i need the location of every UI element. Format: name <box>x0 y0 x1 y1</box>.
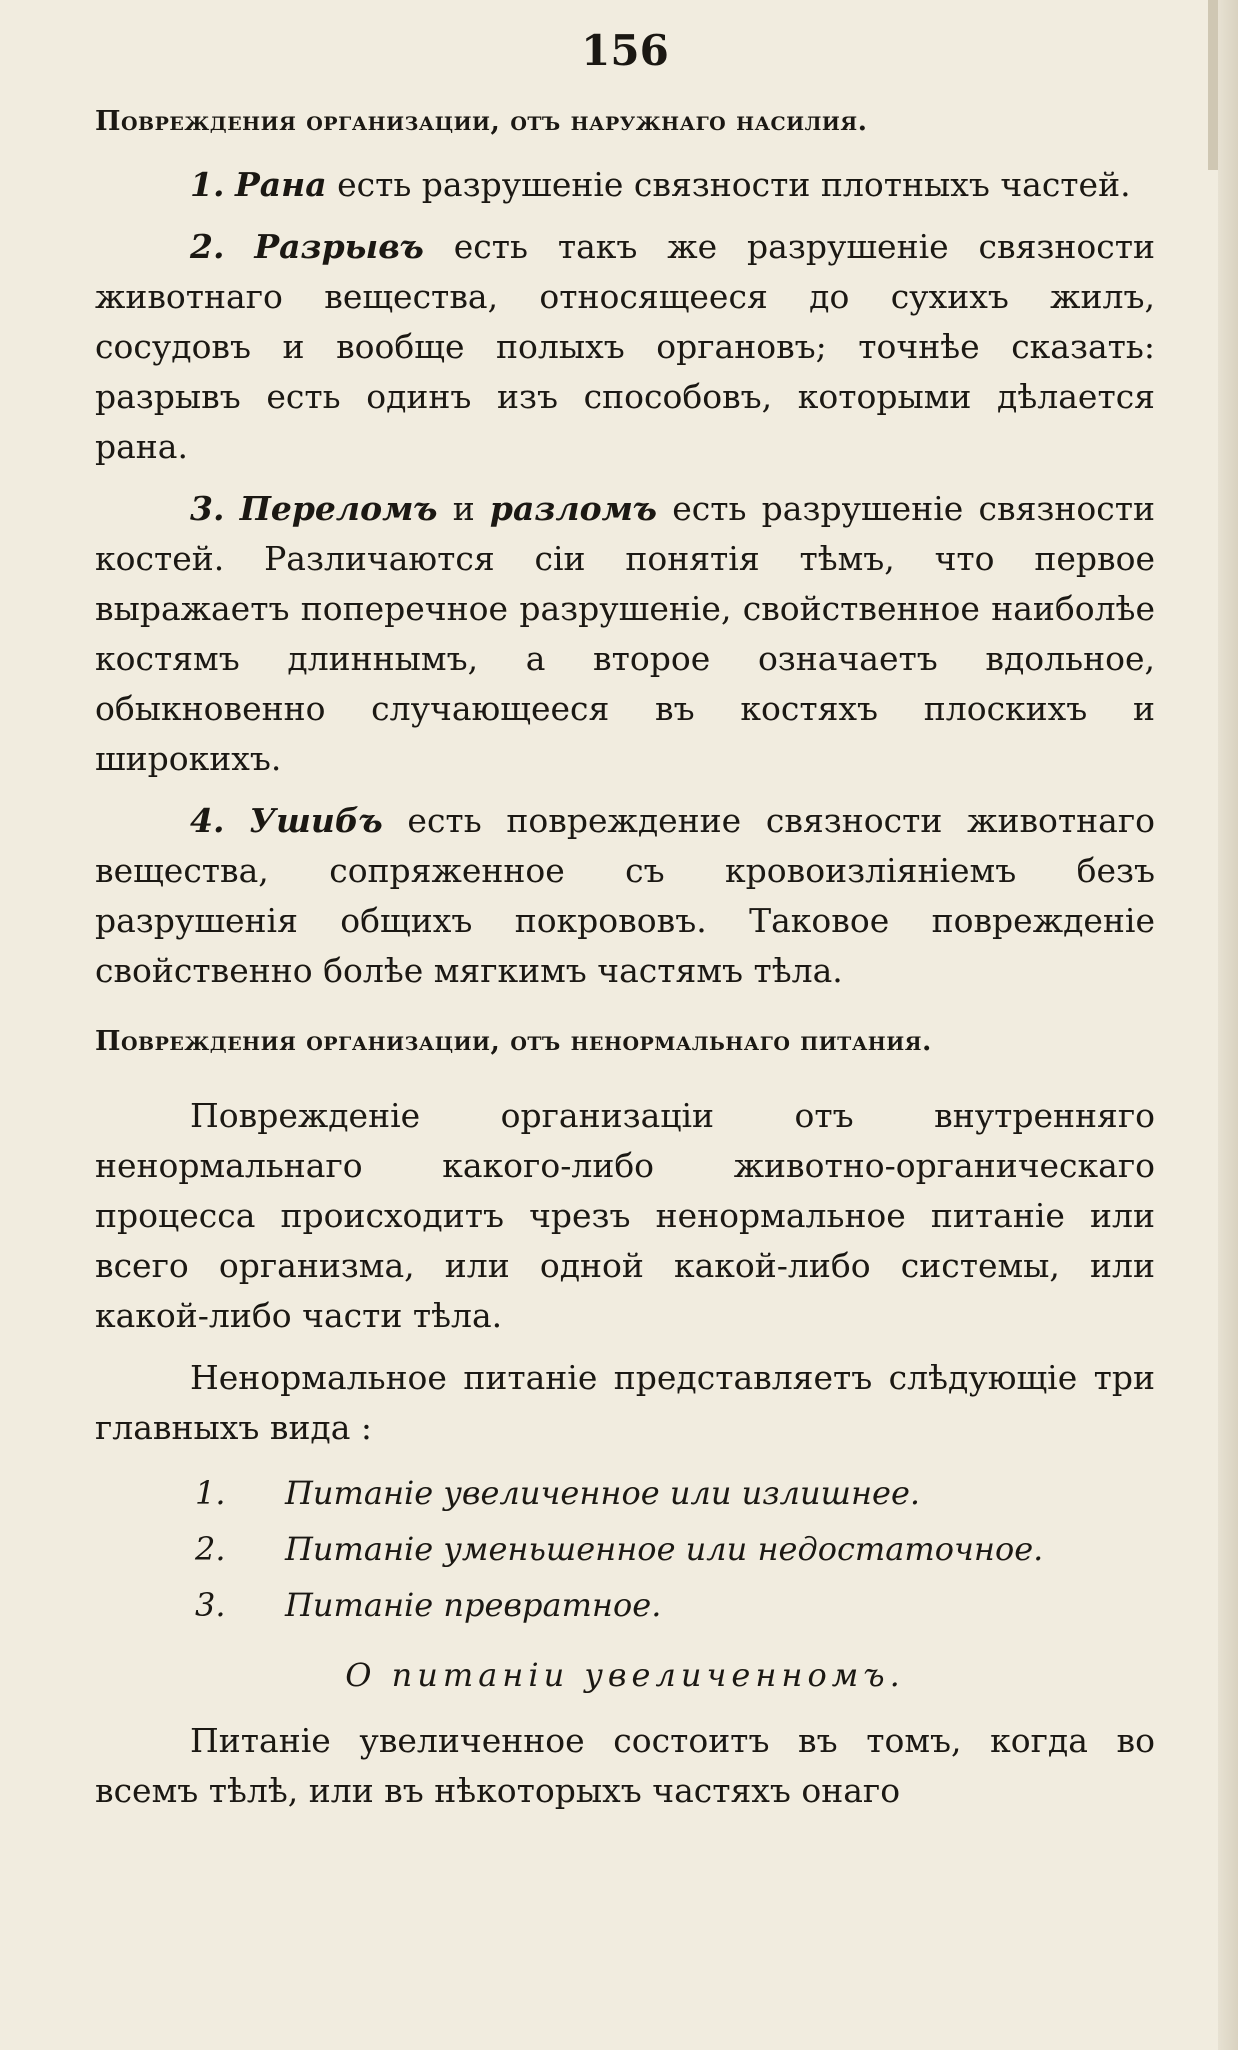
item-number: 1. <box>190 165 225 205</box>
paragraph-fracture <box>95 484 1155 784</box>
item-number: 4. <box>190 801 225 841</box>
paragraph-nutrition-types: Ненормальное питаніе представляетъ слѣдующіе три главныхъ вида : <box>95 1357 1155 1447</box>
paragraph-bruise <box>95 796 1155 996</box>
list-item: 1. Питаніе увеличенное или излишнее. <box>195 1473 921 1512</box>
paragraph-nutrition-intro: Поврежденіе организаціи отъ внутренняго ненормальнаго какого-либо животно-органическаго процесса происходитъ чрезъ ненормальное питаніе или всего организма, или одной какой-либо системы, или какой-либо части тѣла. <box>95 1095 1155 1335</box>
paragraph-wound <box>95 160 1155 210</box>
term-fracture: Переломъ <box>239 489 438 529</box>
term-wound: Рана <box>234 165 327 205</box>
section-heading-external-violence: Повреждения организации, отъ наружнаго насилия. <box>95 106 868 137</box>
paragraph-increased-nutrition: Питаніе увеличенное состоитъ въ томъ, когда во всемъ тѣлѣ, или въ нѣкоторыхъ частяхъ онаго <box>95 1721 1155 1811</box>
definition-wound: есть разрушеніе связности плотныхъ частей. <box>326 165 1131 205</box>
section-heading-abnormal-nutrition: Повреждения организации, отъ ненормальнаго питания. <box>95 1026 932 1058</box>
definition-bruise: есть повреждение связности животнаго вещества, сопряженное съ кровоизліяніемъ безъ разрушенія общихъ покрововъ. Таковое поврежденіе свойственно болѣе мягкимъ частямъ тѣла. <box>95 801 1155 991</box>
term-bruise: Ушибъ <box>249 801 383 841</box>
book-page <box>95 26 1155 1828</box>
paragraph-rupture <box>95 222 1155 472</box>
item-number: 3. <box>190 489 225 529</box>
list-item: 2. Питаніе уменьшенное или недостаточное. <box>195 1529 1044 1568</box>
list-item: 3. Питаніе превратное. <box>195 1585 662 1624</box>
subheading-increased-nutrition: О питаніи увеличенномъ. <box>345 1655 905 1694</box>
nutrition-types-list <box>95 1465 1155 1633</box>
term-break: разломъ <box>489 489 657 529</box>
definition-fracture: есть разрушеніе связности костей. Различаются сіи понятія тѣмъ, что первое выражаетъ поперечное разрушеніе, свойственное наиболѣе костямъ длиннымъ, а второе означаетъ вдольное, обыкновенно случающееся въ костяхъ плоскихъ и широкихъ. <box>95 489 1155 779</box>
definition-rupture: есть такъ же разрушеніе связности животнаго вещества, относящееся до сухихъ жилъ, сосудовъ и вообще полыхъ органовъ; точнѣе сказать: разрывъ есть одинъ изъ способовъ, которыми дѣлается рана. <box>95 227 1155 467</box>
conjunction: и <box>437 489 490 529</box>
page-edge <box>1218 0 1238 2050</box>
term-rupture: Разрывъ <box>254 227 424 267</box>
item-number: 2. <box>190 227 225 267</box>
page-number: 156 <box>581 26 669 75</box>
